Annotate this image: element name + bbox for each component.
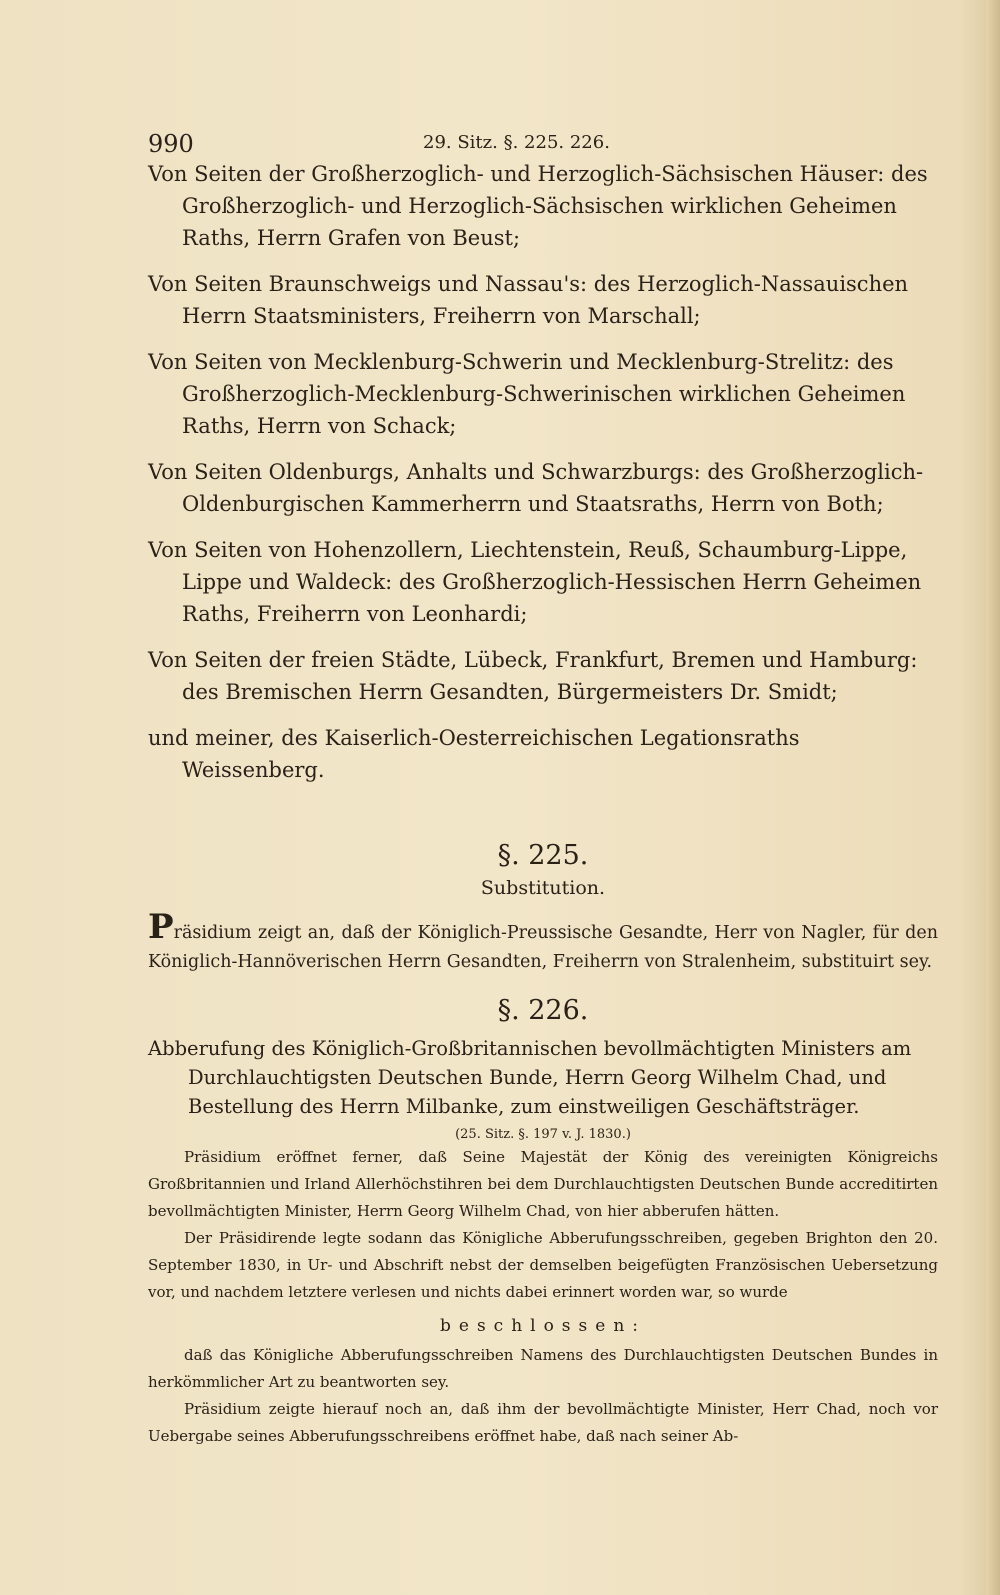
- section-226-paragraph-1: Präsidium eröffnet ferner, daß Seine Majestät der König des vereinigten Königreichs Großbritannien und Irland Allerhöchstihren bei dem Durchlauchtigsten Deutschen Bunde accreditirten bevollmächtigten Minister, Herrn Georg Wilhelm Chad, von hier abberufen hätten.: [148, 1148, 938, 1220]
- entry-saxony: Von Seiten der Großherzoglich- und Herzoglich-Sächsischen Häuser: des Großherzoglich- und Herzoglich-Sächsischen wirklichen Geheimen Raths, Herrn Grafen von Beust;: [148, 162, 928, 250]
- section-226-paragraph-2: Der Präsidirende legte sodann das Königliche Abberufungsschreiben, gegeben Brighton den 20. September 1830, in Ur- und Abschrift nebst der demselben beigefügten Französischen Uebersetzung vor, und nachdem letztere verlesen und nichts dabei erinnert worden war, so wurde: [148, 1229, 938, 1301]
- page-edge: [986, 0, 1000, 1595]
- entry-oldenburg: Von Seiten Oldenburgs, Anhalts und Schwarzburgs: des Großherzoglich-Oldenburgischen Kammerherrn und Staatsraths, Herrn von Both;: [148, 460, 924, 516]
- section-226-heading: Abberufung des Königlich-Großbritannischen bevollmächtigten Ministers am Durchlauchtigsten Deutschen Bunde, Herrn Georg Wilhelm Chad, und Bestellung des Herrn Milbanke, zum einstweiligen Geschäftsträger.: [148, 1037, 912, 1118]
- section-225-paragraph: [148, 907, 938, 977]
- section-226-closing: Präsidium zeigte hierauf noch an, daß ihm der bevollmächtigte Minister, Herr Chad, noch vor Uebergabe seines Abberufungsschreibens eröffnet habe, daß nach seiner Ab-: [148, 1400, 938, 1445]
- running-head: 29. Sitz. §. 225. 226.: [423, 132, 610, 153]
- entry-austria: und meiner, des Kaiserlich-Oesterreichischen Legationsraths Weissenberg.: [148, 726, 800, 782]
- section-225-number: §. 225.: [497, 840, 589, 871]
- section-226-number: §. 226.: [497, 995, 589, 1026]
- entry-mecklenburg: Von Seiten von Mecklenburg-Schwerin und Mecklenburg-Strelitz: des Großherzoglich-Mecklenburg-Schwerinischen wirklichen Geheimen Raths, Herrn von Schack;: [148, 350, 906, 438]
- resolved-label: beschlossen:: [440, 1316, 646, 1336]
- section-225-text: räsidium zeigt an, daß der Königlich-Preussische Gesandte, Herr von Nagler, für den Königlich-Hannöverischen Herrn Gesandten, Freiherrn von Stralenheim, substituirt sey.: [148, 923, 938, 972]
- drop-cap: P: [148, 907, 174, 947]
- page-number: 990: [148, 130, 194, 158]
- entry-brunswick-nassau: Von Seiten Braunschweigs und Nassau's: des Herzoglich-Nassauischen Herrn Staatsministers, Freiherrn von Marschall;: [148, 272, 909, 328]
- page-content: [148, 124, 938, 1450]
- section-226-resolution: daß das Königliche Abberufungsschreiben Namens des Durchlauchtigsten Deutschen Bundes in herkömmlicher Art zu beantworten sey.: [148, 1346, 938, 1391]
- section-226-reference: (25. Sitz. §. 197 v. J. 1830.): [455, 1127, 631, 1142]
- section-225-subtitle: Substitution.: [480, 877, 606, 899]
- page-header: [148, 124, 938, 158]
- entry-hohenzollern: Von Seiten von Hohenzollern, Liechtenstein, Reuß, Schaumburg-Lippe, Lippe und Waldeck: des Großherzoglich-Hessischen Herrn Geheimen Raths, Freiherrn von Leonhardi;: [148, 538, 922, 626]
- entry-free-cities: Von Seiten der freien Städte, Lübeck, Frankfurt, Bremen und Hamburg: des Bremischen Herrn Gesandten, Bürgermeisters Dr. Smidt;: [148, 648, 918, 704]
